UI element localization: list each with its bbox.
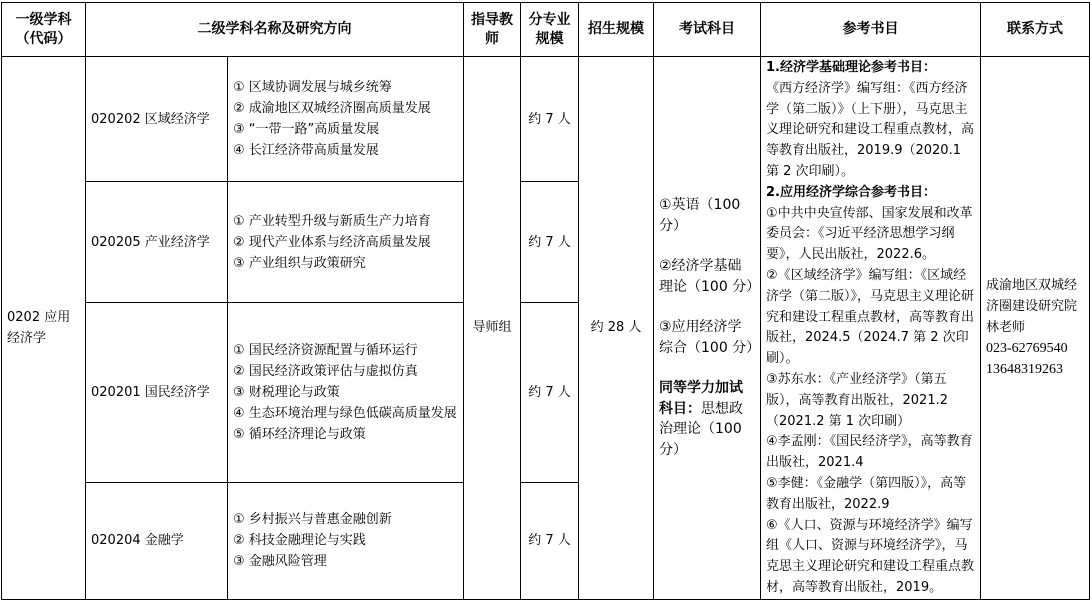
header-exam: 考试科目 [654,3,761,57]
header-contact: 联系方式 [981,3,1090,57]
reference-item: ⑤李健：《金融学（第四版）》，高等教育出版社，2022.9 [766,475,967,512]
direction: ③ “一带一路”高质量发展 [233,122,380,138]
sub-discipline-name: 020201 国民经济学 [86,303,228,483]
header-quota: 招生规模 [579,3,654,57]
direction: ② 成渝地区双城经济圈高质量发展 [233,101,431,117]
contact-phone: 023-62769540 [986,341,1068,357]
sub-discipline-name: 020204 金融学 [86,482,228,599]
exam-cell [654,57,761,600]
direction: ① 产业转型升级与新质生产力培育 [233,213,431,229]
directions-cell [228,57,464,182]
direction: ③ 产业组织与政策研究 [233,255,366,271]
reference-item: ③苏东水：《产业经济学》（第五版），高等教育出版社，2021.2（2021.2 第 1 次印刷） [766,371,948,429]
exam-item: ③应用经济学综合（100 分） [659,319,761,356]
direction: ① 国民经济资源配置与循环运行 [233,342,418,358]
direction: ⑤ 循环经济理论与政策 [233,426,366,442]
reference-item: ④李孟刚：《国民经济学》，高等教育出版社，2021.4 [766,434,973,471]
sub-quota: 约 7 人 [521,482,579,599]
reference-item: 《西方经济学》编写组：《西方经济学（第二版）》（上下册），马克思主义理论研究和建设工程重点教材，高等教育出版社，2019.9（2020.1 第 2 次印刷）。 [766,80,975,179]
sub-quota: 约 7 人 [521,182,579,303]
directions-cell [228,303,464,483]
header-row [2,3,1090,57]
header-discipline: 一级学科（代码） [2,3,86,57]
sub-quota: 约 7 人 [521,57,579,182]
contact-person: 林老师 [986,320,1026,336]
discipline-cell: 0202 应用经济学 [2,57,86,600]
direction: ① 区域协调发展与城乡统筹 [233,80,392,96]
equiv-exam-label: 同等学力加试科目： [659,380,743,417]
directions-cell [228,182,464,303]
references-cell [761,57,981,600]
reference-heading: 1.经济学基础理论参考书目： [766,60,936,75]
total-quota: 约 28 人 [579,57,654,600]
header-references: 参考书目 [761,3,981,57]
contact-org: 成渝地区双城经济圈建设研究院 [986,278,1078,315]
table-row [2,57,1090,182]
reference-item: ①中共中央宣传部、国家发展和改革委员会：《习近平经济思想学习纲要》，人民出版社，2022.6。 [766,205,973,263]
header-sub-discipline: 二级学科名称及研究方向 [86,3,464,57]
direction: ② 科技金融理论与实践 [233,533,366,549]
contact-mobile: 13648319263 [986,362,1063,378]
equiv-exam-text: 思想政治理论（100 分） [659,400,743,458]
reference-heading: 2.应用经济学综合参考书目： [766,184,936,200]
direction: ④ 长江经济带高质量发展 [233,143,379,159]
direction: ① 乡村振兴与普惠金融创新 [233,512,392,528]
direction: ④ 生态环境治理与绿色低碳高质量发展 [233,405,457,421]
exam-item: ②经济学基础理论（100 分） [659,258,761,295]
sub-quota: 约 7 人 [521,303,579,483]
directions-cell [228,482,464,599]
reference-item: ⑥《人口、资源与环境经济学》编写组《人口、资源与环境经济学》，马克思主义理论研究和建设工程重点教材，高等教育出版社，2019。 [766,517,975,595]
sub-discipline-name: 020205 产业经济学 [86,182,228,303]
header-advisor: 指导教师 [464,3,521,57]
sub-discipline-name: 020202 区域经济学 [86,57,228,182]
advisor-cell: 导师组 [464,57,521,600]
reference-item: ②《区域经济学》编写组：《区域经济学（第二版）》，马克思主义理论研究和建设工程重点教材，高等教育出版社，2024.5（2024.7 第 2 次印刷）。 [766,267,975,367]
admissions-table [1,2,1090,600]
direction: ② 国民经济政策评估与虚拟仿真 [233,363,418,379]
header-sub-quota: 分专业规模 [521,3,579,57]
contact-cell [981,57,1090,600]
exam-item: ①英语（100 分） [659,197,741,234]
direction: ② 现代产业体系与经济高质量发展 [233,234,431,250]
direction: ③ 金融风险管理 [233,554,327,570]
direction: ③ 财税理论与政策 [233,384,340,400]
